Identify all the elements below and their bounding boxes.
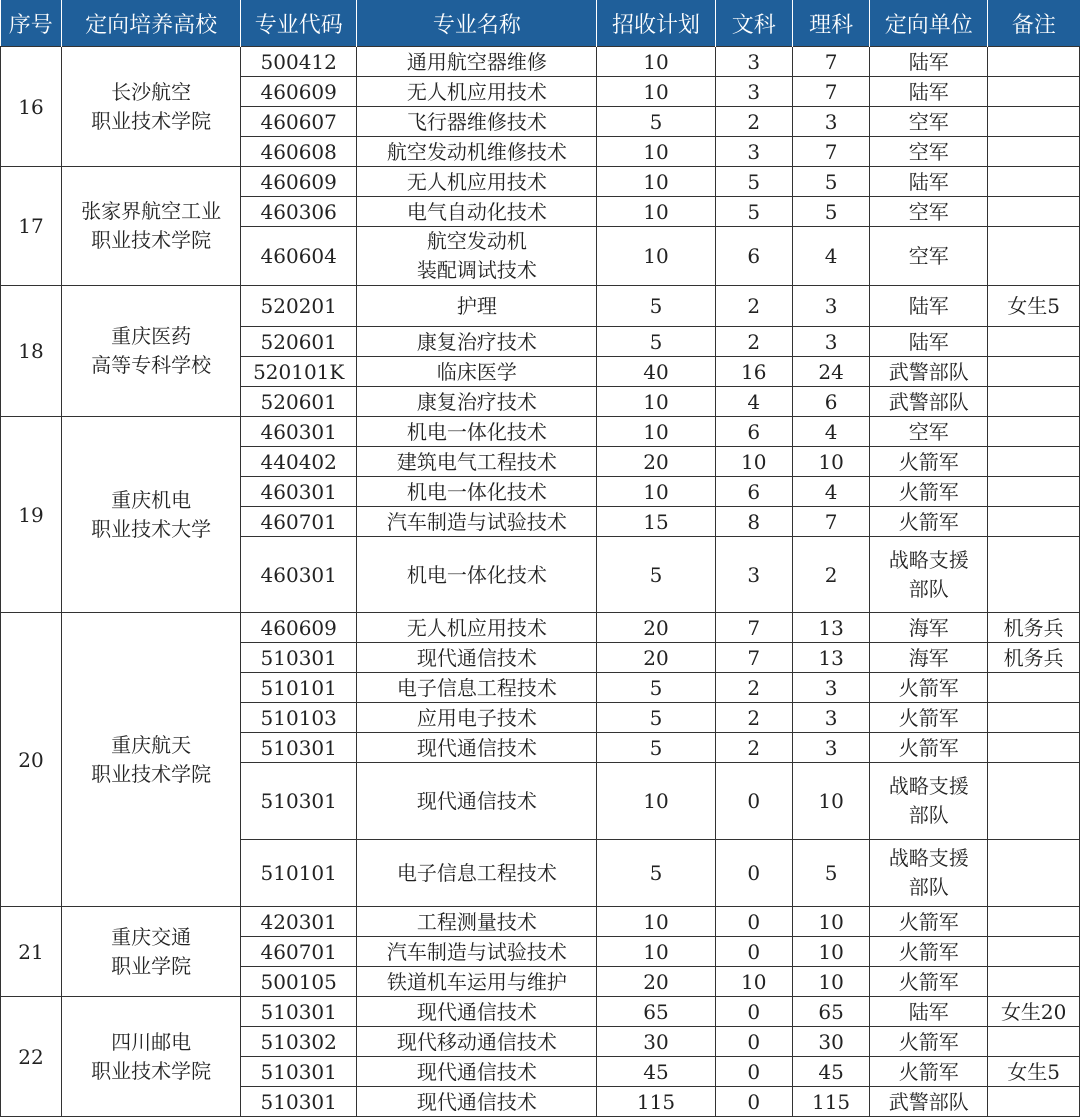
science-count: 7 [792, 507, 869, 537]
plan-count: 10 [597, 763, 715, 840]
plan-count: 5 [597, 733, 715, 763]
target-unit: 陆军 [870, 167, 988, 197]
major-code: 460701 [241, 937, 357, 967]
arts-count: 5 [715, 167, 792, 197]
science-count: 5 [792, 840, 869, 907]
note [988, 167, 1080, 197]
major-name: 汽车制造与试验技术 [357, 507, 597, 537]
note [988, 967, 1080, 997]
major-code: 510301 [241, 1087, 357, 1117]
plan-count: 10 [597, 477, 715, 507]
group-index: 16 [1, 47, 62, 167]
school-name: 重庆航天 职业技术学院 [62, 613, 241, 907]
note [988, 537, 1080, 613]
header-note: 备注 [988, 0, 1080, 47]
plan-count: 15 [597, 507, 715, 537]
group-index: 19 [1, 417, 62, 613]
plan-count: 45 [597, 1057, 715, 1087]
arts-count: 0 [715, 907, 792, 937]
table-row [1, 907, 1080, 937]
arts-count: 2 [715, 327, 792, 357]
target-unit: 火箭军 [870, 507, 988, 537]
table-row [1, 997, 1080, 1027]
arts-count: 10 [715, 447, 792, 477]
science-count: 3 [792, 327, 869, 357]
target-unit: 火箭军 [870, 907, 988, 937]
target-unit: 火箭军 [870, 477, 988, 507]
note [988, 907, 1080, 937]
major-name: 康复治疗技术 [357, 387, 597, 417]
header-plan: 招收计划 [597, 0, 715, 47]
science-count: 7 [792, 137, 869, 167]
science-count: 3 [792, 733, 869, 763]
major-code: 510301 [241, 997, 357, 1027]
target-unit: 陆军 [870, 997, 988, 1027]
science-count: 10 [792, 967, 869, 997]
major-code: 510101 [241, 673, 357, 703]
science-count: 6 [792, 387, 869, 417]
science-count: 7 [792, 47, 869, 77]
school-name: 重庆交通 职业学院 [62, 907, 241, 997]
plan-count: 115 [597, 1087, 715, 1117]
group-index: 21 [1, 907, 62, 997]
major-code: 520101K [241, 357, 357, 387]
target-unit: 空军 [870, 137, 988, 167]
target-unit: 火箭军 [870, 673, 988, 703]
note [988, 447, 1080, 477]
note [988, 840, 1080, 907]
target-unit: 火箭军 [870, 967, 988, 997]
note [988, 357, 1080, 387]
note [988, 77, 1080, 107]
target-unit: 海军 [870, 613, 988, 643]
major-code: 500412 [241, 47, 357, 77]
group-index: 17 [1, 167, 62, 286]
science-count: 10 [792, 447, 869, 477]
major-code: 460609 [241, 167, 357, 197]
major-code: 460301 [241, 417, 357, 447]
major-code: 460301 [241, 477, 357, 507]
target-unit: 战略支援 部队 [870, 537, 988, 613]
note [988, 733, 1080, 763]
header-unit: 定向单位 [870, 0, 988, 47]
arts-count: 0 [715, 1087, 792, 1117]
major-name: 航空发动机 装配调试技术 [357, 227, 597, 286]
arts-count: 0 [715, 1027, 792, 1057]
major-code: 510101 [241, 840, 357, 907]
science-count: 10 [792, 763, 869, 840]
major-name: 铁道机车运用与维护 [357, 967, 597, 997]
plan-count: 20 [597, 613, 715, 643]
science-count: 2 [792, 537, 869, 613]
target-unit: 陆军 [870, 77, 988, 107]
major-code: 510301 [241, 1057, 357, 1087]
arts-count: 7 [715, 613, 792, 643]
plan-count: 5 [597, 703, 715, 733]
major-code: 460608 [241, 137, 357, 167]
major-name: 汽车制造与试验技术 [357, 937, 597, 967]
arts-count: 3 [715, 537, 792, 613]
arts-count: 7 [715, 643, 792, 673]
plan-count: 20 [597, 967, 715, 997]
note: 女生20 [988, 997, 1080, 1027]
note [988, 673, 1080, 703]
major-name: 临床医学 [357, 357, 597, 387]
note: 女生5 [988, 286, 1080, 327]
note [988, 1027, 1080, 1057]
science-count: 30 [792, 1027, 869, 1057]
major-code: 510301 [241, 763, 357, 840]
science-count: 5 [792, 197, 869, 227]
note [988, 387, 1080, 417]
target-unit: 战略支援 部队 [870, 840, 988, 907]
major-code: 500105 [241, 967, 357, 997]
plan-count: 10 [597, 197, 715, 227]
arts-count: 8 [715, 507, 792, 537]
major-name: 电气自动化技术 [357, 197, 597, 227]
science-count: 4 [792, 227, 869, 286]
note [988, 47, 1080, 77]
header-index: 序号 [1, 0, 62, 47]
science-count: 10 [792, 907, 869, 937]
major-name: 现代移动通信技术 [357, 1027, 597, 1057]
arts-count: 3 [715, 77, 792, 107]
note [988, 197, 1080, 227]
major-name: 现代通信技术 [357, 763, 597, 840]
table-row [1, 286, 1080, 327]
plan-count: 10 [597, 137, 715, 167]
arts-count: 0 [715, 763, 792, 840]
plan-count: 10 [597, 907, 715, 937]
arts-count: 16 [715, 357, 792, 387]
note [988, 417, 1080, 447]
major-name: 无人机应用技术 [357, 167, 597, 197]
major-code: 510301 [241, 733, 357, 763]
major-name: 电子信息工程技术 [357, 840, 597, 907]
major-name: 机电一体化技术 [357, 417, 597, 447]
science-count: 45 [792, 1057, 869, 1087]
science-count: 3 [792, 107, 869, 137]
plan-count: 5 [597, 327, 715, 357]
header-major: 专业名称 [357, 0, 597, 47]
header-school: 定向培养高校 [62, 0, 241, 47]
science-count: 7 [792, 77, 869, 107]
major-name: 康复治疗技术 [357, 327, 597, 357]
table-row [1, 613, 1080, 643]
major-name: 现代通信技术 [357, 733, 597, 763]
science-count: 3 [792, 286, 869, 327]
target-unit: 战略支援 部队 [870, 763, 988, 840]
table-row [1, 167, 1080, 197]
major-code: 460604 [241, 227, 357, 286]
target-unit: 火箭军 [870, 703, 988, 733]
plan-count: 5 [597, 286, 715, 327]
plan-count: 30 [597, 1027, 715, 1057]
science-count: 3 [792, 703, 869, 733]
plan-count: 10 [597, 937, 715, 967]
major-name: 通用航空器维修 [357, 47, 597, 77]
arts-count: 2 [715, 107, 792, 137]
arts-count: 6 [715, 477, 792, 507]
target-unit: 武警部队 [870, 357, 988, 387]
target-unit: 空军 [870, 417, 988, 447]
arts-count: 0 [715, 937, 792, 967]
major-code: 460306 [241, 197, 357, 227]
header-code: 专业代码 [241, 0, 357, 47]
science-count: 4 [792, 417, 869, 447]
science-count: 65 [792, 997, 869, 1027]
school-name: 四川邮电 职业技术学院 [62, 997, 241, 1117]
arts-count: 2 [715, 733, 792, 763]
plan-count: 5 [597, 840, 715, 907]
major-code: 460609 [241, 77, 357, 107]
arts-count: 10 [715, 967, 792, 997]
major-code: 440402 [241, 447, 357, 477]
note: 机务兵 [988, 643, 1080, 673]
major-code: 510302 [241, 1027, 357, 1057]
arts-count: 5 [715, 197, 792, 227]
arts-count: 6 [715, 227, 792, 286]
major-code: 520601 [241, 387, 357, 417]
major-name: 机电一体化技术 [357, 537, 597, 613]
note [988, 107, 1080, 137]
target-unit: 火箭军 [870, 733, 988, 763]
plan-count: 10 [597, 47, 715, 77]
major-name: 护理 [357, 286, 597, 327]
arts-count: 0 [715, 1057, 792, 1087]
target-unit: 陆军 [870, 327, 988, 357]
plan-count: 5 [597, 107, 715, 137]
note: 女生5 [988, 1057, 1080, 1087]
note: 机务兵 [988, 613, 1080, 643]
target-unit: 空军 [870, 197, 988, 227]
major-code: 460607 [241, 107, 357, 137]
plan-count: 20 [597, 447, 715, 477]
major-name: 航空发动机维修技术 [357, 137, 597, 167]
school-name: 重庆机电 职业技术大学 [62, 417, 241, 613]
arts-count: 0 [715, 840, 792, 907]
major-name: 无人机应用技术 [357, 613, 597, 643]
major-name: 现代通信技术 [357, 1087, 597, 1117]
target-unit: 武警部队 [870, 387, 988, 417]
header-row [1, 0, 1080, 47]
header-science: 理科 [792, 0, 869, 47]
table-row [1, 47, 1080, 77]
science-count: 10 [792, 937, 869, 967]
major-code: 460701 [241, 507, 357, 537]
note [988, 1087, 1080, 1117]
header-arts: 文科 [715, 0, 792, 47]
plan-count: 10 [597, 417, 715, 447]
target-unit: 空军 [870, 227, 988, 286]
arts-count: 6 [715, 417, 792, 447]
science-count: 115 [792, 1087, 869, 1117]
plan-count: 10 [597, 227, 715, 286]
major-name: 建筑电气工程技术 [357, 447, 597, 477]
arts-count: 3 [715, 47, 792, 77]
plan-count: 10 [597, 77, 715, 107]
arts-count: 2 [715, 286, 792, 327]
arts-count: 2 [715, 703, 792, 733]
science-count: 5 [792, 167, 869, 197]
major-code: 520601 [241, 327, 357, 357]
school-name: 重庆医药 高等专科学校 [62, 286, 241, 417]
arts-count: 2 [715, 673, 792, 703]
major-code: 460301 [241, 537, 357, 613]
group-index: 18 [1, 286, 62, 417]
major-name: 电子信息工程技术 [357, 673, 597, 703]
group-index: 20 [1, 613, 62, 907]
table-row [1, 417, 1080, 447]
plan-count: 20 [597, 643, 715, 673]
arts-count: 0 [715, 997, 792, 1027]
major-code: 460609 [241, 613, 357, 643]
note [988, 137, 1080, 167]
target-unit: 武警部队 [870, 1087, 988, 1117]
plan-count: 10 [597, 167, 715, 197]
target-unit: 火箭军 [870, 447, 988, 477]
major-name: 无人机应用技术 [357, 77, 597, 107]
target-unit: 火箭军 [870, 1027, 988, 1057]
science-count: 13 [792, 613, 869, 643]
major-name: 现代通信技术 [357, 1057, 597, 1087]
plan-count: 5 [597, 673, 715, 703]
major-name: 现代通信技术 [357, 997, 597, 1027]
science-count: 3 [792, 673, 869, 703]
major-name: 应用电子技术 [357, 703, 597, 733]
major-name: 飞行器维修技术 [357, 107, 597, 137]
note [988, 227, 1080, 286]
major-code: 520201 [241, 286, 357, 327]
major-code: 420301 [241, 907, 357, 937]
note [988, 477, 1080, 507]
target-unit: 陆军 [870, 47, 988, 77]
plan-count: 65 [597, 997, 715, 1027]
note [988, 507, 1080, 537]
school-name: 长沙航空 职业技术学院 [62, 47, 241, 167]
target-unit: 空军 [870, 107, 988, 137]
note [988, 937, 1080, 967]
science-count: 24 [792, 357, 869, 387]
arts-count: 4 [715, 387, 792, 417]
major-name: 现代通信技术 [357, 643, 597, 673]
target-unit: 火箭军 [870, 937, 988, 967]
major-code: 510103 [241, 703, 357, 733]
plan-count: 10 [597, 387, 715, 417]
target-unit: 海军 [870, 643, 988, 673]
note [988, 703, 1080, 733]
school-name: 张家界航空工业 职业技术学院 [62, 167, 241, 286]
note [988, 327, 1080, 357]
plan-count: 40 [597, 357, 715, 387]
science-count: 13 [792, 643, 869, 673]
major-name: 机电一体化技术 [357, 477, 597, 507]
target-unit: 火箭军 [870, 1057, 988, 1087]
group-index: 22 [1, 997, 62, 1117]
science-count: 4 [792, 477, 869, 507]
note [988, 763, 1080, 840]
major-name: 工程测量技术 [357, 907, 597, 937]
target-unit: 陆军 [870, 286, 988, 327]
arts-count: 3 [715, 137, 792, 167]
major-code: 510301 [241, 643, 357, 673]
plan-count: 5 [597, 537, 715, 613]
